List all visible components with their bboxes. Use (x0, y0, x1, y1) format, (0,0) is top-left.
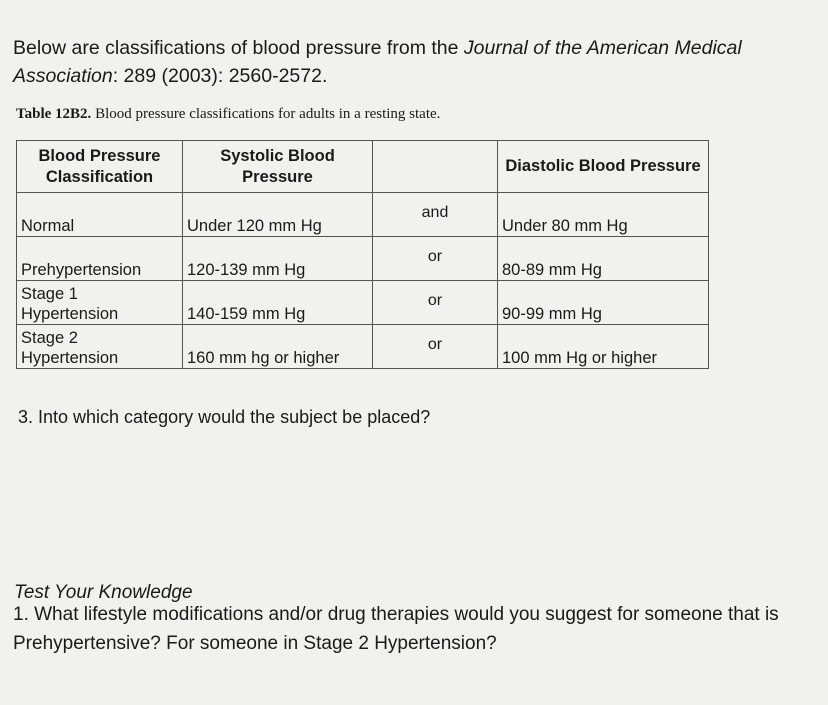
table-row (17, 237, 709, 281)
cell-classification: Stage 2 Hypertension (17, 325, 183, 369)
test-your-knowledge-heading: Test Your Knowledge (14, 582, 193, 603)
table-caption-label: Table 12B2. (16, 106, 92, 122)
intro-prefix: Below are classifications of blood pressure from the (13, 37, 464, 59)
table-row (17, 281, 709, 325)
intro-suffix: : 289 (2003): 2560-2572. (112, 65, 328, 87)
cell-systolic: 140-159 mm Hg (183, 281, 373, 325)
table-header-row (17, 141, 709, 193)
table-caption (16, 106, 440, 123)
cell-classification: Stage 1 Hypertension (17, 281, 183, 325)
table-caption-text: Blood pressure classifications for adults in a resting state. (91, 106, 441, 122)
table-row (17, 325, 709, 369)
intro-paragraph (13, 34, 813, 90)
cell-systolic: 160 mm hg or higher (183, 325, 373, 369)
cell-connector: and (373, 193, 498, 237)
question-1: 1. What lifestyle modifications and/or drug therapies would you suggest for someone that is Prehypertensive? For someone in Stage 2 Hypertension? (13, 604, 779, 654)
cell-classification: Normal (17, 193, 183, 237)
cell-diastolic: 80-89 mm Hg (498, 237, 709, 281)
header-diastolic: Diastolic Blood Pressure (498, 141, 709, 193)
header-connector (373, 141, 498, 193)
journal-title: Journal of the American Medical Association (13, 37, 742, 87)
cell-connector: or (373, 281, 498, 325)
header-systolic: Systolic Blood Pressure (183, 141, 373, 193)
cell-diastolic: Under 80 mm Hg (498, 193, 709, 237)
cell-systolic: Under 120 mm Hg (183, 193, 373, 237)
cell-systolic: 120-139 mm Hg (183, 237, 373, 281)
cell-classification: Prehypertension (17, 237, 183, 281)
question-3: 3. Into which category would the subject be placed? (18, 407, 431, 427)
cell-connector: or (373, 237, 498, 281)
header-classification: Blood Pressure Classification (17, 141, 183, 193)
cell-diastolic: 100 mm Hg or higher (498, 325, 709, 369)
table-row (17, 193, 709, 237)
cell-connector: or (373, 325, 498, 369)
blood-pressure-table (16, 140, 709, 369)
cell-diastolic: 90-99 mm Hg (498, 281, 709, 325)
